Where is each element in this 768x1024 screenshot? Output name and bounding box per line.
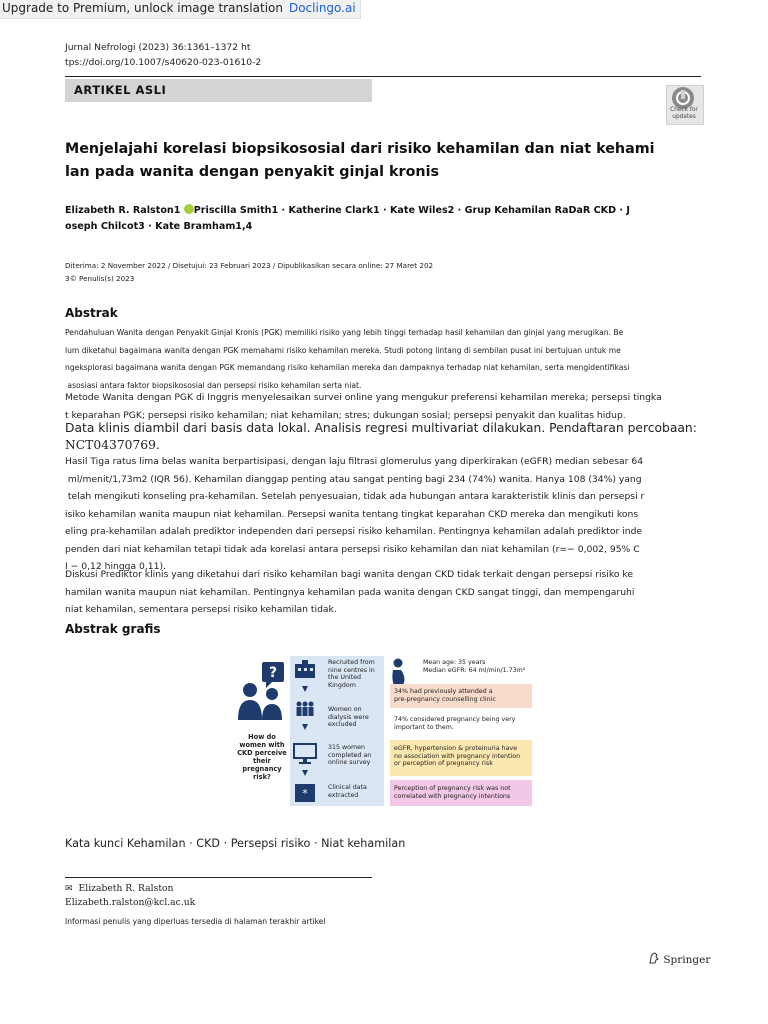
- header-divider: [65, 76, 701, 77]
- journal-citation: [65, 40, 261, 70]
- section-label: ARTIKEL ASLI: [74, 83, 167, 97]
- abstract-heading: Abstrak: [65, 306, 118, 320]
- finding-risk-intention: Perception of pregnancy risk was not correlated with pregnancy intentions: [390, 780, 532, 806]
- cohort-stats: Mean age: 35 years Median eGFR: 64 ml/min/1.73m²: [423, 659, 526, 674]
- correspondence: [65, 882, 195, 910]
- abstract-intro: Pendahuluan Wanita dengan Penyakit Ginjal Kronis (PGK) memiliki risiko yang lebih tinggi terhadap hasil kehamilan dan ginjal yang merugikan. Be lum diketahui bagaimana wanita dengan PGK memahami risiko kehamilan mereka. Studi potong lintang di sembilan pusat ini bertujuan untuk me ngeksplorasi bagaimana wanita dengan PGK memandang risiko kehamilan mereka dan dampaknya terhadap niat kehamilan, serta mengidentifikasi asosiasi antara faktor biopsikososial dan persepsi risiko kehamilan serta niat.: [65, 328, 630, 390]
- article-title: [65, 138, 655, 184]
- orcid-icon[interactable]: [184, 204, 194, 214]
- doi-line[interactable]: tps://doi.org/10.1007/s40620-023-01610-2: [65, 57, 262, 68]
- title-line-2: lan pada wanita dengan penyakit ginjal kronis: [65, 164, 439, 180]
- people-question-icon: [236, 660, 292, 724]
- upgrade-banner: [0, 0, 361, 19]
- title-line-1: Menjelajahi korelasi biopsikososial dari risiko kehamilan dan niat kehami: [65, 141, 655, 157]
- springer-logo: [648, 952, 710, 966]
- author-first[interactable]: Elizabeth R. Ralston1: [65, 205, 181, 216]
- flow-step-clinical: Clinical data extracted: [328, 784, 367, 799]
- graphical-abstract: [230, 654, 532, 806]
- author-rest: Priscilla Smith1 · Katherine Clark1 · Kate Wiles2 · Grup Kehamilan RaDaR CKD · J: [193, 205, 630, 216]
- flow-step-survey: 315 women completed an online survey: [328, 744, 372, 766]
- author-line-2: oseph Chilcot3 · Kate Bramham1,4: [65, 221, 253, 232]
- abstract-discussion: Diskusi Prediktor klinis yang diketahui dari risiko kehamilan bagi wanita dengan CKD tidak terkait dengan persepsi risiko ke hamilan wanita maupun niat kehamilan. Pentingnya kehamilan pada wanita dengan CKD sangat tinggi, dan mempengaruhi niat kehamilan, sementara persepsi risiko kehamilan tidak.: [65, 569, 635, 615]
- flow-step-recruited: Recruited from nine centres in the United Kingdom: [328, 659, 375, 689]
- finding-clinical-association: eGFR, hypertension & proteinuria have no association with pregnancy intention or perception of pregnancy risk: [390, 740, 532, 776]
- finding-counselling: 34% had previously attended a pre-pregnancy counselling clinic: [390, 684, 532, 708]
- flow-step-excluded: Women on dialysis were excluded: [328, 706, 369, 728]
- corresponding-email[interactable]: Elizabeth.ralston@kcl.ac.uk: [65, 897, 196, 908]
- corresponding-author: Elizabeth R. Ralston: [78, 883, 174, 894]
- graphical-abstract-heading: Abstrak grafis: [65, 622, 161, 636]
- svg-text:?: ?: [268, 665, 278, 681]
- abstract-results: Hasil Tiga ratus lima belas wanita berpartisipasi, dengan laju filtrasi glomerulus yang diperkirakan (eGFR) median sebesar 64 ml/menit/1,73m2 (IQR 56). Kehamilan dianggap penting atau sangat penting bagi 234 (74%) wanita. Hanya 108 (34%) yang telah mengikuti konseling pra-kehamilan. Setelah penyesuaian, tidak ada hubungan antara karakteristik klinis dan persepsi r isiko kehamilan wanita maupun niat kehamilan. Persepsi wanita tentang tingkat keparahan CKD mereka dan mengikuti kons eling pra-kehamilan adalah prediktor independen dari persepsi risiko kehamilan. Pentingnya kehamilan adalah prediktor inde penden dari niat kehamilan tetapi tidak ada korelasi antara persepsi risiko kehamilan dan niat kehamilan (r=− 0,002, 95% C I − 0,12 hingga 0,11).: [65, 456, 645, 572]
- publisher-name: Springer: [663, 954, 711, 966]
- keywords: Kata kunci Kehamilan · CKD · Persepsi risiko · Niat kehamilan: [65, 837, 406, 850]
- bookmark-icon: [672, 87, 694, 109]
- question-text: How do women with CKD perceive their pregnancy risk?: [237, 733, 287, 781]
- flow-icons: [292, 660, 318, 806]
- computer-icon: [294, 744, 316, 758]
- abstract-method: Metode Wanita dengan PGK di Inggris menyelesaikan survei online yang mengukur preferensi kehamilan mereka; persepsi tingka t keparahan PGK; persepsi risiko kehamilan; niat kehamilan; stres; dukungan sosial; persepsi penyakit dan kualitas hidup.: [65, 392, 662, 421]
- envelope-icon: ✉: [65, 883, 73, 894]
- finding-importance: 74% considered pregnancy being very important to them.: [390, 712, 532, 736]
- svg-text:*: *: [302, 787, 308, 800]
- banner-text: Upgrade to Premium, unlock image translation: [2, 1, 283, 15]
- springer-horse-icon: [648, 952, 660, 964]
- author-list: [65, 203, 705, 235]
- doclingo-link[interactable]: Doclingo.ai: [288, 1, 356, 15]
- author-info-note: Informasi penulis yang diperluas tersedia di halaman terakhir artikel: [65, 917, 326, 926]
- check-for-updates-label: Check for updates: [670, 107, 698, 120]
- publication-dates: Diterima: 2 November 2022 / Disetujui: 23 Februari 2023 / Dipublikasikan secara online: 27 Maret 202 3© Penulis(s) 2023: [65, 261, 434, 283]
- citation-line: Jurnal Nefrologi (2023) 36:1361–1372 ht: [65, 42, 251, 53]
- trial-registration: NCT04370769.: [65, 437, 160, 452]
- abstract-data-line: Data klinis diambil dari basis data lokal. Analisis regresi multivariat dilakukan. Pendaftaran percobaan: NCT04370769.: [65, 420, 705, 453]
- footnote-divider: [65, 877, 372, 878]
